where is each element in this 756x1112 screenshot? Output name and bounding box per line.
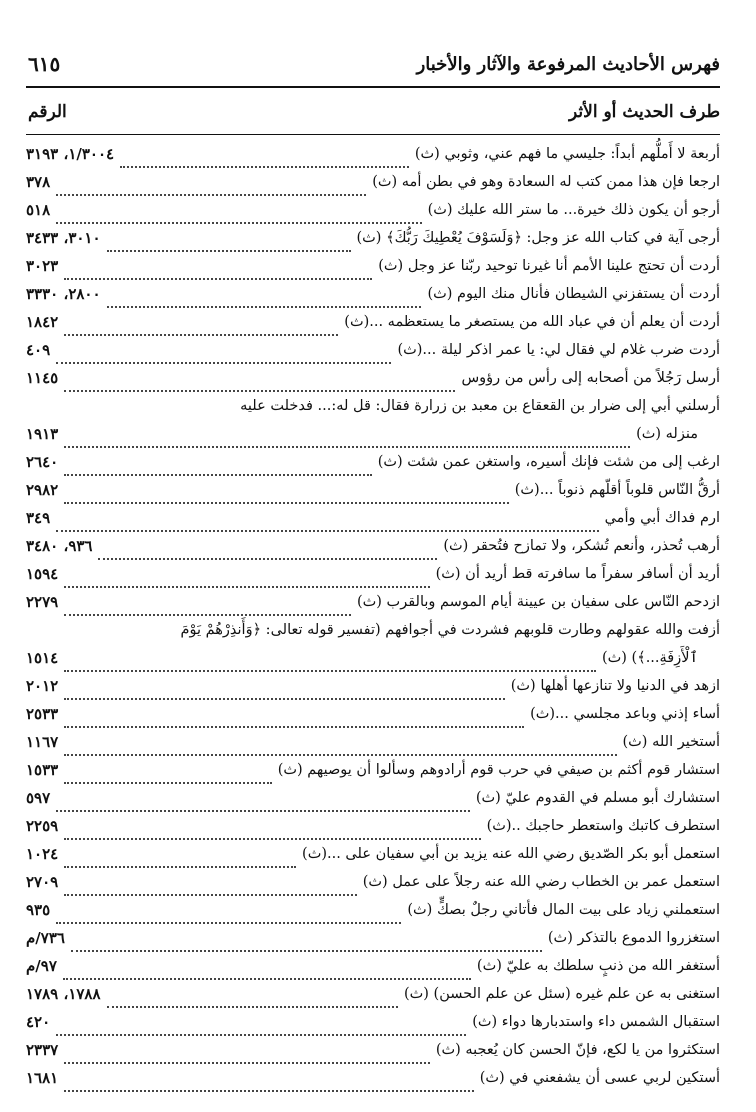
index-entry (26, 756, 720, 784)
dot-leader (64, 576, 429, 588)
dot-leader (64, 828, 480, 840)
index-entry (26, 476, 720, 504)
index-entry (26, 952, 720, 980)
entry-number: ٢٢٥٩ (26, 817, 59, 835)
dot-leader (64, 1052, 430, 1064)
index-entry (26, 644, 720, 672)
entry-text: منزله (ث) (636, 426, 698, 442)
entry-text: أرهب تُحذر، وأنعم تُشكر، ولا تمازح فتُحقر (ث) (443, 538, 720, 554)
entry-number: ٢٧٠٩ (26, 873, 59, 891)
entry-text: أرقُّ النّاس قلوباً أقلّهم ذنوباً ...(ث) (514, 482, 720, 498)
entry-text: أستغفر الله من ذنبٍ سلطك به عليّ (ث) (476, 958, 720, 974)
entry-number: ٣٠١٠، ٣٤٣٣ (26, 229, 101, 247)
index-entry (26, 252, 720, 280)
entry-text: استطرف كاتبك واستعطر حاجبك ..(ث) (486, 818, 720, 834)
entry-number: ٣٧٨ (26, 173, 51, 191)
index-entry (26, 1036, 720, 1064)
entry-number: ٤٠٩ (26, 341, 51, 359)
running-header (28, 48, 720, 84)
index-entry (26, 140, 720, 168)
dot-leader (56, 352, 391, 364)
dot-leader (64, 492, 509, 504)
index-entry (26, 840, 720, 868)
dot-leader (64, 604, 351, 616)
index-entries (26, 140, 720, 1092)
entry-text: استعمل عمر بن الخطاب رضي الله عنه رجلاً على عمل (ث) (362, 874, 720, 890)
entry-text: أريد أن أسافر سفراً ما سافرته قط أريد أن (ث) (435, 566, 720, 582)
dot-leader (64, 660, 596, 672)
index-entry (26, 588, 720, 616)
entry-number: ١٦٨١ (26, 1069, 59, 1087)
entry-text: أرسلني أبي إلى ضرار بن القعقاع بن معبد بن زرارة فقال: قل له:... فدخلت عليه (240, 398, 720, 414)
entry-text: ارم فداك أبي وأمي (604, 510, 720, 526)
entry-number: ٢٠١٢ (26, 677, 59, 695)
entry-text: أزفت والله عقولهم وطارت قلوبهم فشردت في أجوافهم (تفسير قوله تعالى: ﴿وَأَنذِرْهُمْ يَوْمَ (180, 622, 720, 638)
index-entry (26, 308, 720, 336)
dot-leader (64, 380, 455, 392)
entry-number: ١٩١٣ (26, 425, 59, 443)
entry-text: أساء إذني وباعد مجلسي ...(ث) (530, 706, 720, 722)
index-entry (26, 728, 720, 756)
entry-text: استشارك أبو مسلم في القدوم عليّ (ث) (475, 790, 720, 806)
entry-number: ٥١٨ (26, 201, 51, 219)
entry-number: ٢٨٠٠، ٣٣٣٠ (26, 285, 101, 303)
entry-text: ارجعا فإن هذا ممن كتب له السعادة وهو في بطن أمه (ث) (372, 174, 720, 190)
running-title: فهرس الأحاديث المرفوعة والآثار والأخبار (416, 54, 720, 75)
entry-number: ٢٥٣٣ (26, 705, 59, 723)
index-entry (26, 420, 720, 448)
index-entry (26, 1064, 720, 1092)
entry-text: أردت ضرب غلام لي فقال لي: يا عمر اذكر ليلة ...(ث) (397, 342, 720, 358)
dot-leader (56, 800, 470, 812)
entry-text: استغنى به عن علم غيره (سئل عن علم الحسن) (ث) (403, 986, 720, 1002)
entry-number: ٤٢٠ (26, 1013, 51, 1031)
number-column-header: الرقم (28, 102, 67, 122)
entry-number: ١٨٤٢ (26, 313, 59, 331)
dot-leader (56, 1024, 466, 1036)
entry-text: استغزروا الدموع بالتذكر (ث) (547, 930, 720, 946)
entry-text: استكثروا من يا لكع، فإنّ الحسن كان يُعجبه (ث) (435, 1042, 720, 1058)
column-header-rule (26, 134, 720, 135)
header-rule (26, 86, 720, 88)
index-entry (26, 504, 720, 532)
index-entry (26, 784, 720, 812)
entry-text: أستكين لربي عسى أن يشفعني في (ث) (479, 1070, 720, 1086)
entry-text: ٱلْأَزِفَةِ...﴾) (ث) (601, 650, 698, 666)
index-entry (26, 560, 720, 588)
entry-number: ٩٣٥ (26, 901, 51, 919)
index-entry (26, 224, 720, 252)
entry-text: أرجو أن يكون ذلك خيرة... ما ستر الله عليك (ث) (427, 202, 720, 218)
entry-text: أستخير الله (ث) (622, 734, 720, 750)
index-entry (26, 812, 720, 840)
entry-number: ١٠٢٤ (26, 845, 59, 863)
dot-leader (56, 912, 401, 924)
entry-number: ١٥٩٤ (26, 565, 59, 583)
text-column-header: طرف الحديث أو الأثر (569, 102, 720, 122)
dot-leader (64, 1080, 474, 1092)
index-entry (26, 168, 720, 196)
entry-text: ازهد في الدنيا ولا تنازعها أهلها (ث) (510, 678, 720, 694)
dot-leader (64, 324, 338, 336)
index-entry (26, 616, 720, 644)
index-entry (26, 868, 720, 896)
entry-number: ١٥١٤ (26, 649, 59, 667)
entry-number: ٢٢٧٩ (26, 593, 59, 611)
dot-leader (63, 968, 471, 980)
index-entry (26, 924, 720, 952)
entry-text: استعملني زياد على بيت المال فأتاني رجلٌ بصكٍّ (ث) (407, 902, 720, 918)
entry-text: أرسل رَجُلاً من أصحابه إلى رأس من رؤوس (461, 370, 720, 386)
index-entry (26, 896, 720, 924)
dot-leader (120, 156, 409, 168)
entry-number: ٣٤٩ (26, 509, 51, 527)
entry-text: أربعة لا أَملُّهم أبداً: جليسي ما فهم عني، وثوبي (ث) (414, 146, 720, 162)
dot-leader (64, 688, 505, 700)
entry-text: أردت أن تحتج علينا الأمم أنا غيرنا توحيد ربّنا عز وجل (ث) (378, 258, 720, 274)
page-number: ٦١٥ (28, 52, 61, 76)
entry-text: أردت أن يستفزني الشيطان فأنال منك اليوم (ث) (427, 286, 720, 302)
entry-text: استقبال الشمس داء واستدبارها دواء (ث) (472, 1014, 720, 1030)
entry-number: ١/٣٠٠٤، ٣١٩٣ (26, 145, 115, 163)
index-entry (26, 336, 720, 364)
entry-text: ازدحم النّاس على سفيان بن عيينة أيام الموسم وبالقرب (ث) (356, 594, 720, 610)
entry-number: ٩٣٦، ٣٤٨٠ (26, 537, 93, 555)
entry-number: ١٧٨٨، ١٧٨٩ (26, 985, 101, 1003)
index-entry (26, 1008, 720, 1036)
entry-number: ٢٩٨٢ (26, 481, 59, 499)
dot-leader (64, 464, 372, 476)
dot-leader (56, 184, 366, 196)
index-entry (26, 980, 720, 1008)
entry-text: استعمل أبو بكر الصّديق رضي الله عنه يزيد بن أبي سفيان على ...(ث) (302, 846, 720, 862)
dot-leader (64, 856, 296, 868)
index-entry (26, 448, 720, 476)
index-entry (26, 392, 720, 420)
entry-text: أرجى آية في كتاب الله عز وجل: ﴿وَلَسَوْفَ يُعْطِيكَ رَبُّكَ﴾ (ث) (356, 230, 720, 246)
dot-leader (56, 520, 598, 532)
entry-text: استشار قوم أكثم بن صيفي في حرب قوم أرادوهم وسألوا أن يوصيهم (ث) (277, 762, 720, 778)
dot-leader (64, 884, 357, 896)
entry-number: ٣٠٢٣ (26, 257, 59, 275)
dot-leader (64, 268, 372, 280)
dot-leader (107, 996, 398, 1008)
index-entry (26, 532, 720, 560)
index-entry (26, 364, 720, 392)
entry-text: ارغب إلى من شئت فإنك أسيره، واستغن عمن شئت (ث) (377, 454, 720, 470)
index-entry (26, 196, 720, 224)
index-entry (26, 280, 720, 308)
dot-leader (71, 940, 542, 952)
column-headers (28, 96, 720, 130)
dot-leader (107, 240, 351, 252)
dot-leader (64, 772, 271, 784)
index-entry (26, 672, 720, 700)
dot-leader (107, 296, 422, 308)
dot-leader (64, 716, 524, 728)
entry-number: ١٥٣٣ (26, 761, 59, 779)
entry-number: ٩٧/م (26, 957, 57, 975)
entry-number: ١١٤٥ (26, 369, 59, 387)
entry-number: ٧٣٦/م (26, 929, 65, 947)
index-entry (26, 700, 720, 728)
entry-number: ٥٩٧ (26, 789, 51, 807)
entry-text: أردت أن يعلم أن في عباد الله من يستصغر ما يستعظمه ...(ث) (344, 314, 720, 330)
dot-leader (98, 548, 437, 560)
dot-leader (56, 212, 421, 224)
entry-number: ٢٦٤٠ (26, 453, 59, 471)
dot-leader (64, 436, 630, 448)
dot-leader (64, 744, 616, 756)
entry-number: ١١٦٧ (26, 733, 59, 751)
entry-number: ٢٣٣٧ (26, 1041, 59, 1059)
